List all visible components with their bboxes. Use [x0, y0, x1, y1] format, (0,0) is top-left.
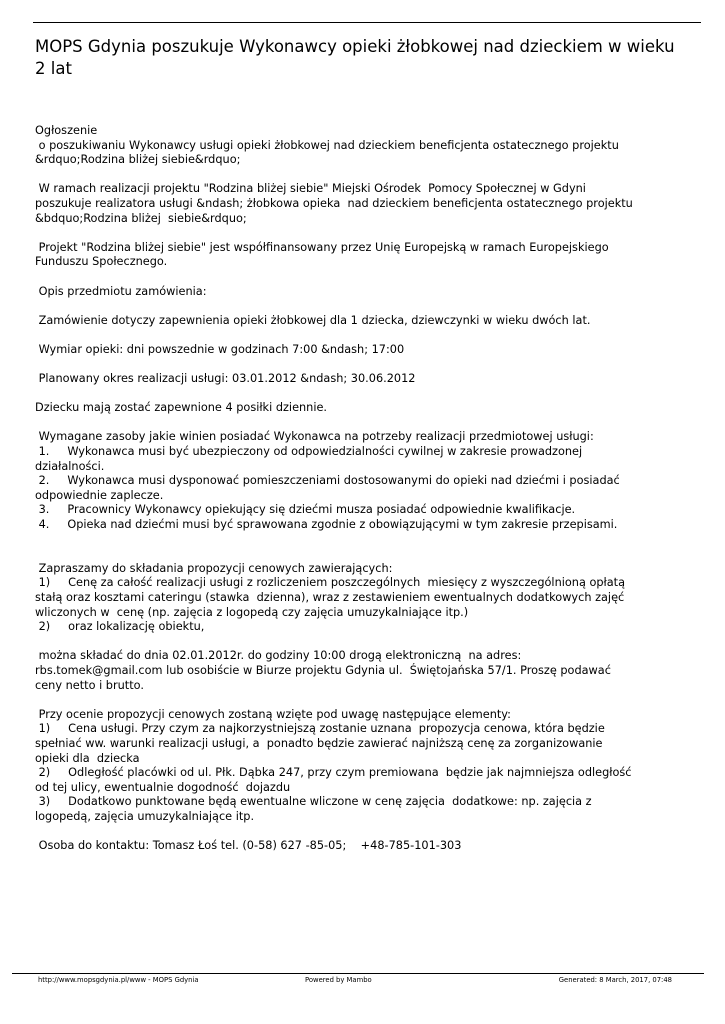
list-item-line: stałą oraz kosztami cateringu (stawka dzienna), wraz z zestawieniem ewentualnych dodatkowych zajęć — [35, 591, 625, 604]
text-line: Zapraszamy do składania propozycji cenowych zawierających: — [35, 561, 393, 575]
text-line: ceny netto i brutto. — [35, 678, 144, 692]
text-line: &rdquo;Rodzina bliżej siebie&rdquo; — [35, 153, 241, 167]
list-item-line: logopedą, zajęcia umuzykalniające itp. — [35, 809, 255, 823]
list-item-line: od tej ulicy, ewentualnie dogodność dojazdu — [35, 780, 291, 794]
text-line: można składać do dnia 02.01.2012r. do godziny 10:00 drogą elektroniczną na adres: — [35, 649, 522, 663]
text-line: Zamówienie dotyczy zapewnienia opieki żłobkowej dla 1 dziecka, dziewczynki w wieku dwóch lat. — [35, 313, 591, 327]
list-item-line: 1) Cenę za całość realizacji usługi z rozliczeniem poszczególnych miesięcy z wyszczególnioną opłatą — [35, 576, 626, 590]
footer-divider — [12, 973, 704, 974]
text-line: W ramach realizacji projektu "Rodzina bliżej siebie" Miejski Ośrodek Pomocy Społecznej w Gdyni — [35, 182, 586, 196]
text-line: &bdquo;Rodzina bliżej siebie&rdquo; — [35, 211, 247, 225]
footer-generated: Generated: 8 March, 2017, 07:48 — [558, 976, 672, 984]
list-item-line: 2) oraz lokalizację obiektu, — [35, 620, 205, 634]
list-item-line: działalności. — [35, 459, 105, 473]
list-item-line: 3) Dodatkowo punktowane będą ewentualne wliczone w cenę zajęcia dodatkowe: np. zajęcia z — [35, 795, 592, 809]
list-item-line: spełniać ww. warunki realizacji usługi, a ponadto będzie zawierać najniższą cenę za zorganizowanie — [35, 736, 603, 750]
list-item-line: 1) Cena usługi. Przy czym za najkorzystniejszą zostanie uznana propozycja cenowa, która będzie — [35, 722, 605, 736]
list-item-line: 2) Odległość placówki od ul. Płk. Dąbka 247, przy czym premiowana będzie jak najmniejsza odległość — [35, 766, 632, 780]
list-item-line: odpowiednie zaplecze. — [35, 488, 164, 502]
text-line: Ogłoszenie — [35, 124, 98, 137]
text-line: Wymiar opieki: dni powszednie w godzinach 7:00 &ndash; 17:00 — [35, 342, 405, 356]
list-item-line: opieki dla dziecka — [35, 751, 140, 765]
list-item-line: 4. Opieka nad dziećmi musi być sprawowana zgodnie z obowiązującymi w tym zakresie przepisami. — [35, 518, 618, 532]
footer-powered-by: Powered by Mambo — [305, 976, 372, 984]
header-divider — [33, 22, 701, 23]
list-item-line: wliczonych w cenę (np. zajęcia z logopedą czy zajęcia umuzykalniające itp.) — [35, 605, 469, 619]
contact-line: Osoba do kontaktu: Tomasz Łoś tel. (0-58) 627 -85-05; +48-785-101-303 — [35, 839, 462, 853]
document-body — [35, 124, 685, 854]
text-line: o poszukiwaniu Wykonawcy usługi opieki żłobkowej nad dzieckiem beneficjenta ostatecznego projektu — [35, 138, 619, 152]
text-line: rbs.tomek@gmail.com lub osobiście w Biurze projektu Gdynia ul. Świętojańska 57/1. Proszę podawać — [35, 663, 611, 677]
text-line: Dziecku mają zostać zapewnione 4 posiłki dziennie. — [35, 401, 328, 415]
list-item-line: 2. Wykonawca musi dysponować pomieszczeniami dostosowanymi do opieki nad dziećmi i posiadać — [35, 474, 620, 488]
text-line: Planowany okres realizacji usługi: 03.01.2012 &ndash; 30.06.2012 — [35, 372, 416, 386]
text-line: Wymagane zasoby jakie winien posiadać Wykonawca na potrzeby realizacji przedmiotowej usługi: — [35, 430, 594, 444]
list-item-line: 3. Pracownicy Wykonawcy opiekujący się dziećmi musza posiadać odpowiednie kwalifikacje. — [35, 503, 576, 517]
text-line: Projekt "Rodzina bliżej siebie" jest współfinansowany przez Unię Europejską w ramach Europejskiego — [35, 240, 609, 254]
footer-url: http://www.mopsgdynia.pl/www - MOPS Gdynia — [38, 976, 199, 984]
list-item-line: 1. Wykonawca musi być ubezpieczony od odpowiedzialności cywilnej w zakresie prowadzonej — [35, 445, 583, 459]
text-line: Opis przedmiotu zamówienia: — [35, 284, 207, 298]
page-title: MOPS Gdynia poszukuje Wykonawcy opieki żłobkowej nad dzieckiem w wieku 2 lat — [35, 37, 675, 78]
text-line: Funduszu Społecznego. — [35, 255, 168, 269]
text-line: poszukuje realizatora usługi &ndash; żłobkowa opieka nad dzieckiem beneficjenta ostatecznego projektu — [35, 196, 633, 210]
text-line: Przy ocenie propozycji cenowych zostaną wzięte pod uwagę następujące elementy: — [35, 707, 511, 721]
